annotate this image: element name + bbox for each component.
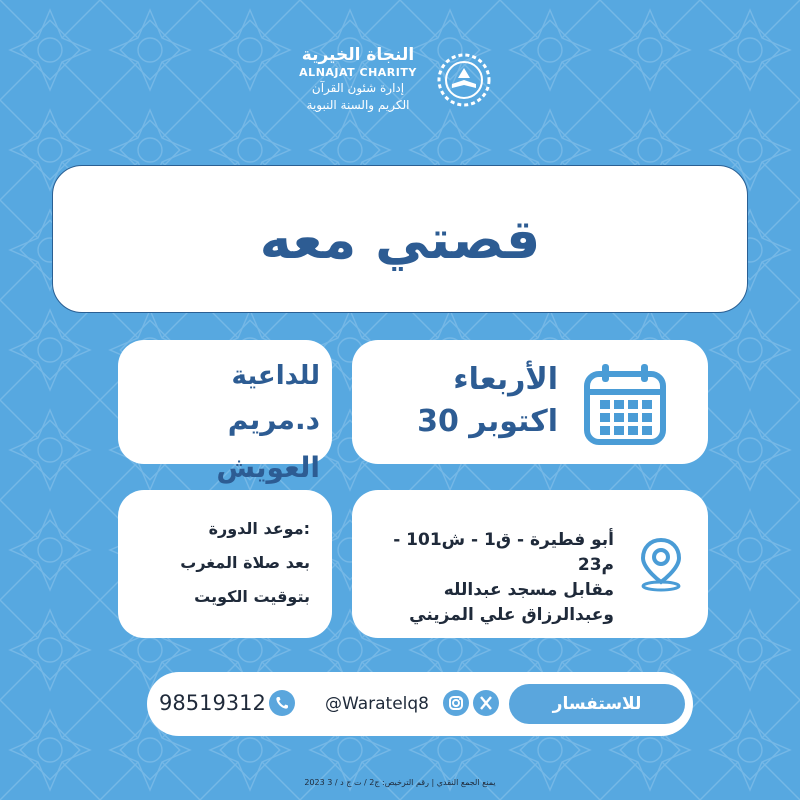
- logo-name-ar: النجاة الخيرية: [301, 45, 415, 65]
- book-emblem-icon: [436, 52, 492, 108]
- phone-icon[interactable]: [269, 690, 295, 716]
- contact-bar: [147, 672, 693, 736]
- logo-name-en: ALNAJAT CHARITY: [299, 66, 417, 79]
- x-twitter-icon[interactable]: [473, 690, 499, 716]
- location-line-3: وعبدالرزاق علي المزيني: [409, 605, 614, 625]
- instagram-icon[interactable]: [443, 690, 469, 716]
- date-card: [352, 340, 708, 464]
- charity-logo: [290, 40, 520, 130]
- speaker-role: للداعية: [231, 361, 320, 391]
- license-footer: يمنع الجمع النقدي | رقم الترخيص: ج2 / ت ج د / 3 2023: [304, 778, 496, 787]
- location-pin-icon: [636, 536, 686, 592]
- schedule-card: [118, 490, 332, 638]
- date-value: اكتوبر 30: [417, 404, 558, 439]
- date-day: الأربعاء: [453, 362, 558, 397]
- logo-text-block: [278, 44, 438, 114]
- location-line-1: أبو فطيرة - ق1 - ش101 - م23: [393, 530, 614, 575]
- title-card: [52, 165, 748, 313]
- calendar-icon: [582, 362, 668, 446]
- schedule-text: [180, 512, 310, 614]
- speaker-card: [118, 340, 332, 484]
- speaker-text: [118, 356, 320, 492]
- schedule-line-3: بتوقيت الكويت: [194, 587, 310, 606]
- logo-dept-line2: الكريم والسنة النبوية: [306, 98, 410, 112]
- schedule-line-1: موعد الدورة:: [208, 519, 310, 538]
- logo-dept-line1: إدارة شئون القرآن: [311, 81, 405, 95]
- schedule-line-2: بعد صلاة المغرب: [180, 553, 310, 572]
- speaker-name: د.مريم العويش: [216, 403, 320, 484]
- location-line-2: مقابل مسجد عبدالله: [443, 580, 614, 600]
- social-handle[interactable]: @Waratelq8: [325, 694, 430, 714]
- location-text: [352, 528, 614, 628]
- phone-number[interactable]: 98519312: [159, 691, 266, 715]
- date-text: [417, 360, 558, 444]
- page-title: قصتي معه: [259, 207, 541, 271]
- inquiry-button[interactable]: للاستفسار: [509, 684, 685, 724]
- location-card: [352, 490, 708, 638]
